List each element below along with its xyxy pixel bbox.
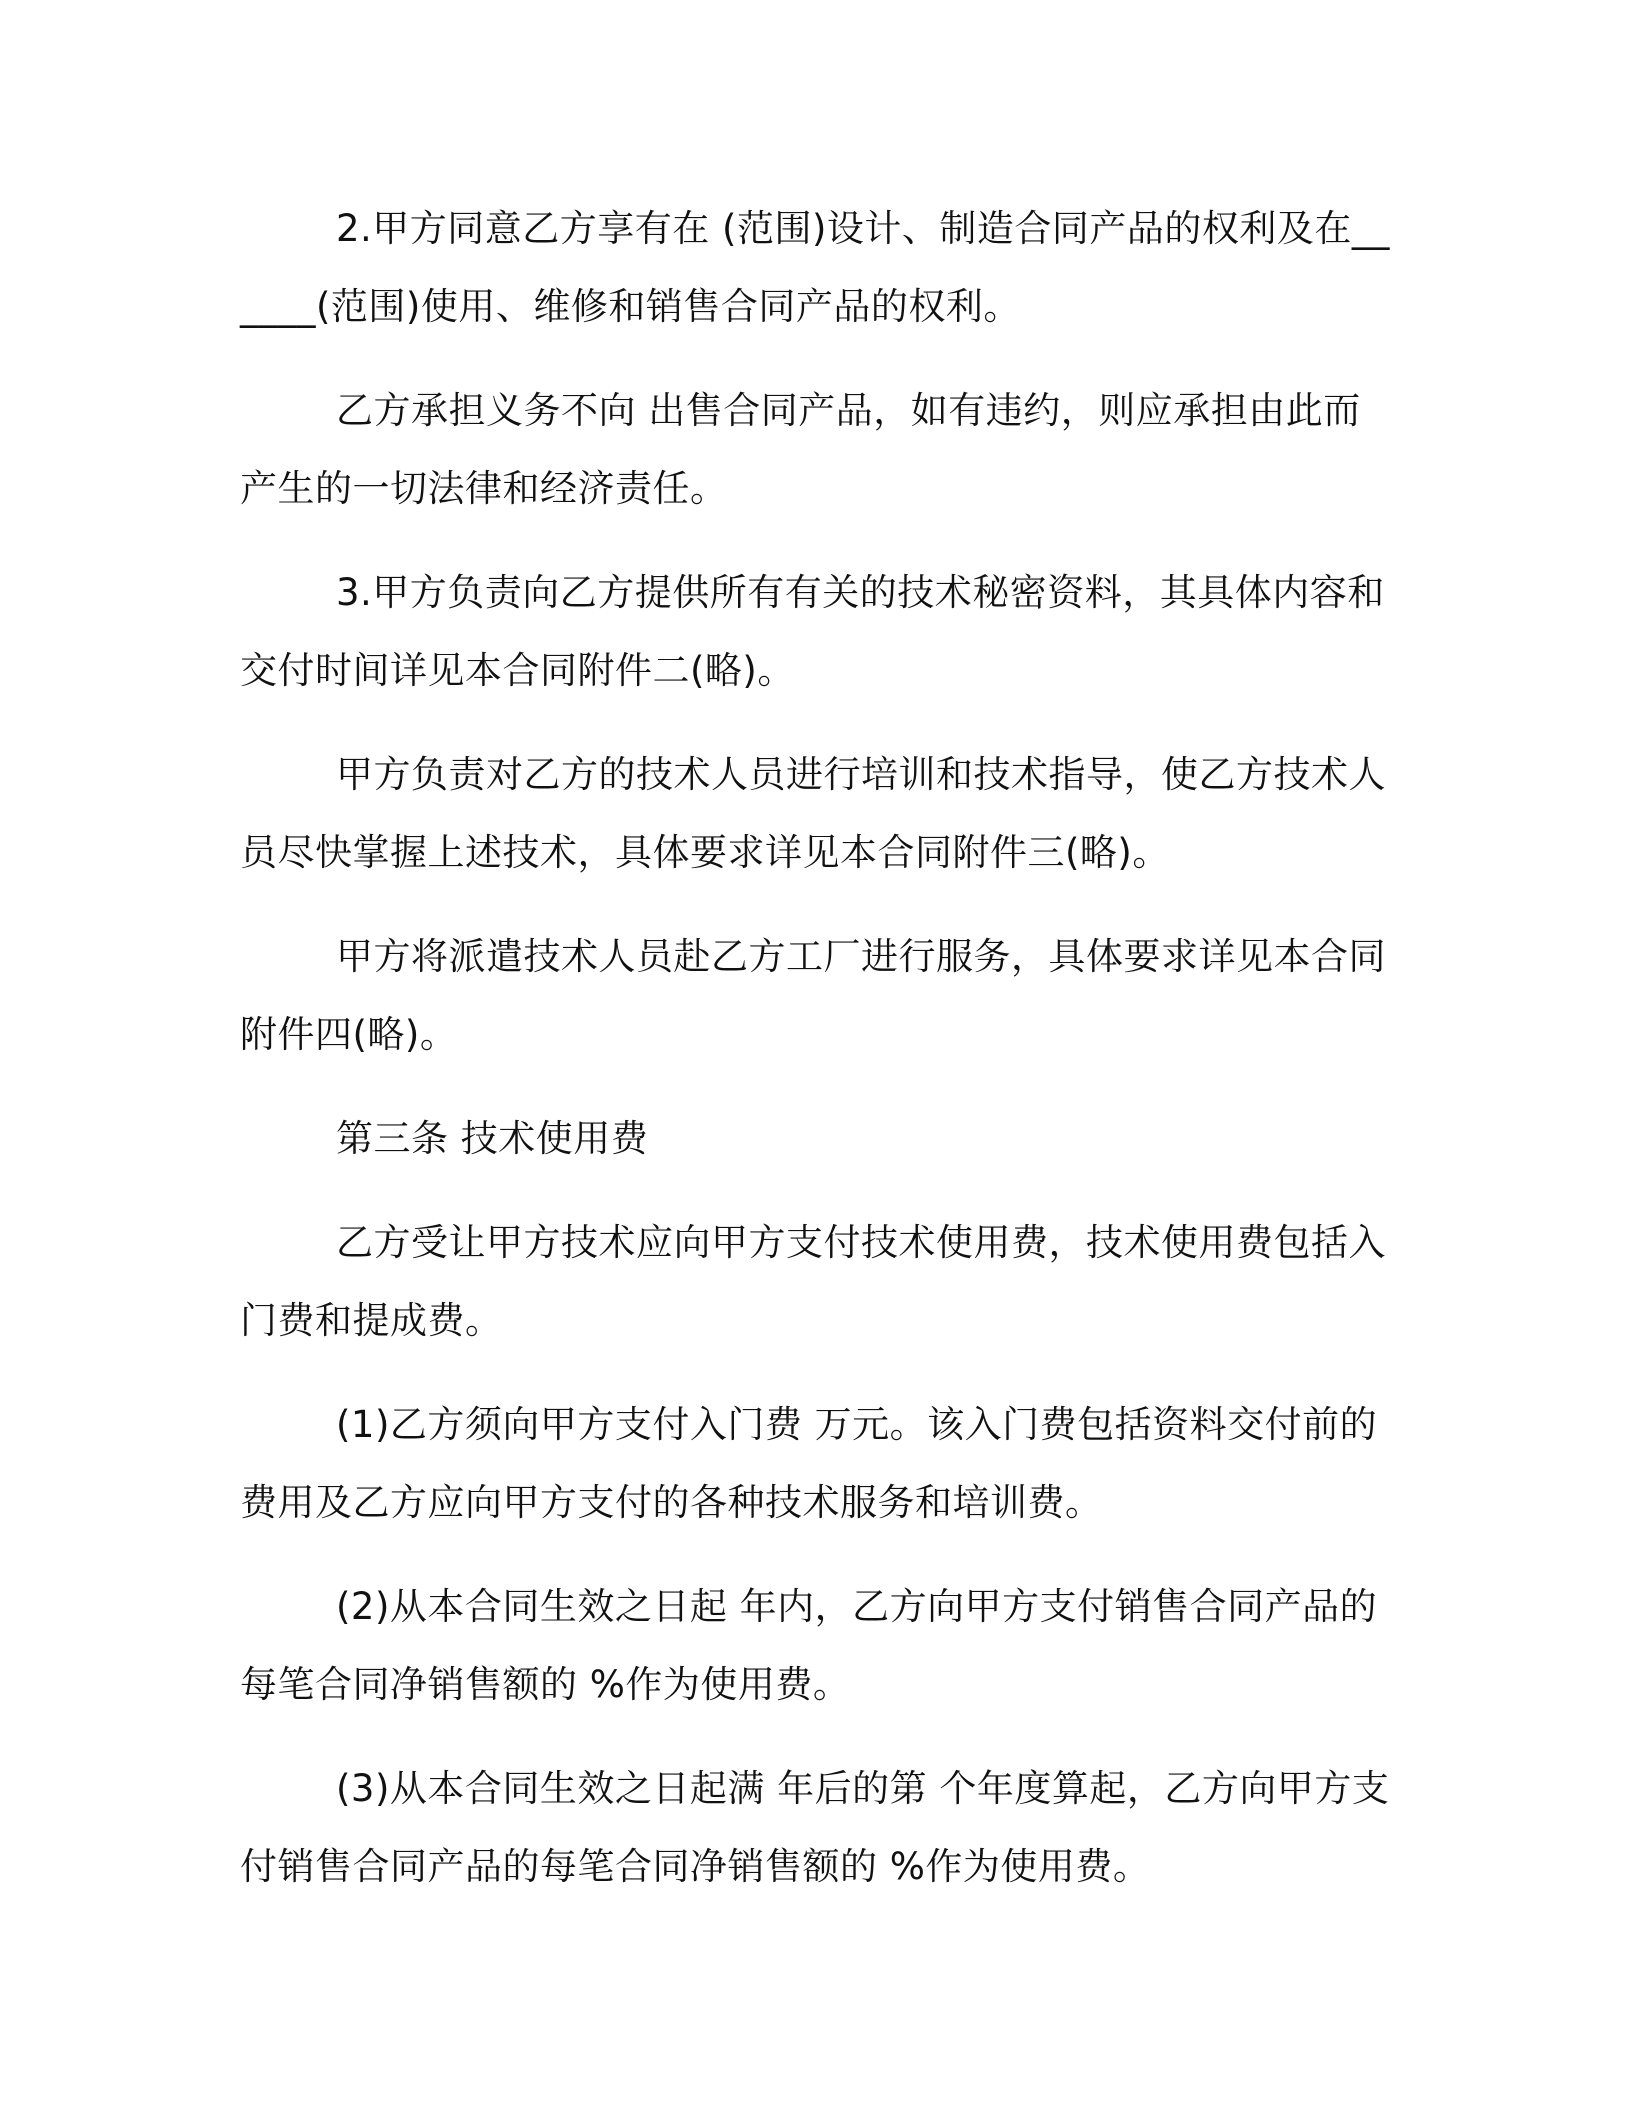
- paragraph-sales-obligation: 乙方承担义务不向 出售合同产品，如有违约，则应承担由此而产生的一切法律和经济责任。: [240, 389, 1361, 510]
- section-heading-article-3: 第三条 技术使用费: [336, 1117, 649, 1160]
- paragraph-technical-data: 3.甲方负责向乙方提供所有有关的技术秘密资料，其具体内容和交付时间详见本合同附件二(略)。: [240, 571, 1385, 692]
- paragraph-usage-fee: 乙方受让甲方技术应向甲方支付技术使用费，技术使用费包括入门费和提成费。: [240, 1221, 1386, 1342]
- paragraph-onsite-service: 甲方将派遣技术人员赴乙方工厂进行服务，具体要求详见本合同附件四(略)。: [240, 935, 1386, 1056]
- paragraph-rights-scope: 2.甲方同意乙方享有在 (范围)设计、制造合同产品的权利及在______(范围)使用、维修和销售合同产品的权利。: [240, 207, 1390, 328]
- document-body: [240, 190, 1390, 1932]
- paragraph-entry-fee: (1)乙方须向甲方支付入门费 万元。该入门费包括资料交付前的费用及乙方应向甲方支付的各种技术服务和培训费。: [240, 1403, 1378, 1524]
- paragraph-royalty-later: (3)从本合同生效之日起满 年后的第 个年度算起，乙方向甲方支付销售合同产品的每笔合同净销售额的 %作为使用费。: [240, 1767, 1390, 1888]
- paragraph-training: 甲方负责对乙方的技术人员进行培训和技术指导，使乙方技术人员尽快掌握上述技术，具体要求详见本合同附件三(略)。: [240, 753, 1386, 874]
- paragraph-royalty-initial: (2)从本合同生效之日起 年内，乙方向甲方支付销售合同产品的每笔合同净销售额的 %作为使用费。: [240, 1585, 1378, 1706]
